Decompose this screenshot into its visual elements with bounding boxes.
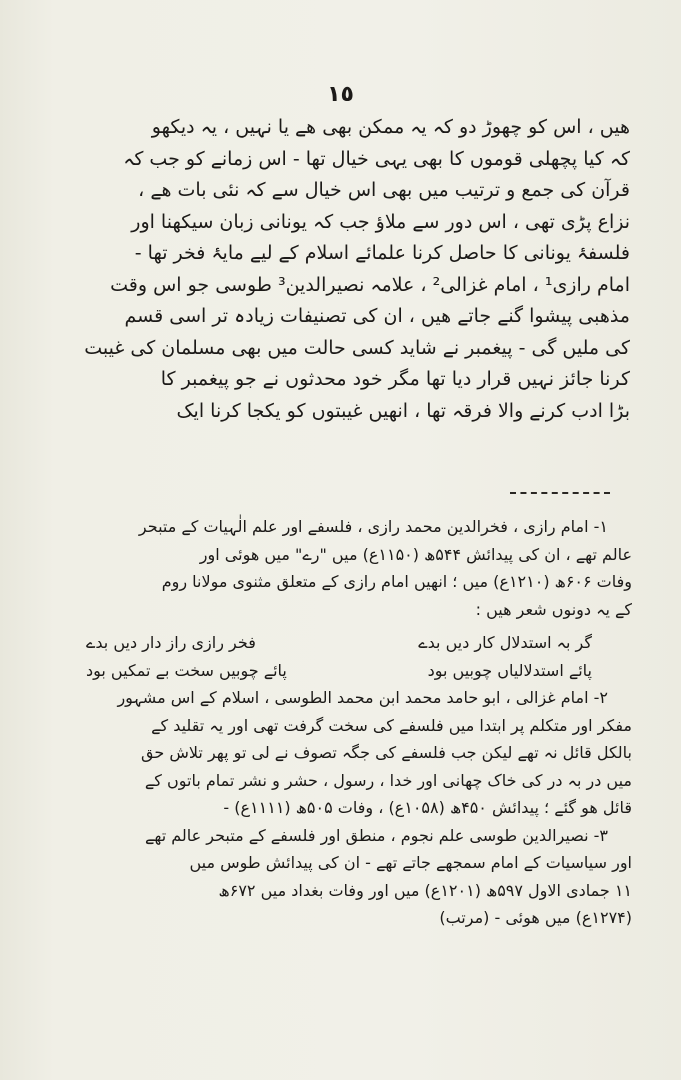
footnote-2-line: مفکر اور متکلم پر ابتدا میں فلسفے کی سخت گرفت تھی اور یہ تقلید کے — [151, 715, 632, 735]
text-line: کہ کیا پچھلی قوموں کا بھی یہی خیال تھا - اس زمانے کو جب کہ — [123, 147, 630, 170]
footnote-1-line: عالم تھے ، ان کی پیدائش ۵۴۴ھ (۱۱۵۰ع) میں "رے" میں ھوئی اور — [199, 544, 632, 564]
footnote-divider — [510, 492, 610, 494]
page-number: ١٥ — [327, 82, 354, 107]
verse-couplet-2 — [56, 657, 632, 685]
footnote-2-line: ۲- امام غزالی ، ابو حامد محمد ابن محمد الطوسی ، اسلام کے اس مشہور — [117, 688, 608, 707]
footnote-3-line: (۱۲۷۴ع) میں ھوئی - (مرتب) — [439, 908, 632, 927]
footnote-2-line: میں در بہ در کی خاک چھانی اور خدا ، رسول ، حشر و نشر تمام باتوں کے — [144, 770, 632, 790]
text-line: مذھبی پیشوا گنے جاتے ھیں ، ان کی تصنیفات زیادہ تر اسی قسم — [124, 305, 630, 327]
verse-hemistich: پائے چوبیں سخت بے تمکیں بود — [86, 660, 287, 680]
footnote-3-line: ۳- نصیرالدین طوسی علم نجوم ، منطق اور فلسفے کے متبحر عالم تھے — [144, 825, 608, 845]
footnote-2-line: بالکل قائل نہ تھے لیکن جب فلسفے کی جگہ تصوف نے لی تو پھر تلاش حق — [141, 743, 632, 762]
text-line: قرآن کی جمع و ترتیب میں بھی اس خیال سے کہ نئی بات ھے ، — [138, 179, 630, 201]
footnote-1-line: کے یہ دونوں شعر ھیں : — [475, 599, 632, 619]
verse-hemistich: پائے استدلالیاں چوبیں بود — [427, 660, 592, 680]
verse-couplet-1 — [56, 629, 632, 657]
main-text — [60, 112, 630, 427]
footnote-3-line: ۱۱ جمادی الاول ۵۹۷ھ (۱۲۰۱ع) میں اور وفات بغداد میں ۶۷۲ھ — [218, 880, 632, 900]
text-line: ھیں ، اس کو چھوڑ دو کہ یہ ممکن بھی ھے یا نہیں ، یہ دیکھو — [151, 116, 630, 138]
text-line: امام رازی¹ ، امام غزالی² ، علامہ نصیرالدین³ طوسی جو اس وقت — [110, 273, 630, 296]
text-line: بڑا ادب کرنے والا فرقہ تھا ، انھیں غیبتوں کو یکجا کرنا ایک — [176, 399, 630, 422]
text-line: کرنا جائز نہیں قرار دیا تھا مگر خود محدثوں نے جو پیغمبر کا — [160, 368, 630, 390]
text-line: فلسفۂ یونانی کا حاصل کرنا علمائے اسلام کے لیے مایۂ فخر تھا - — [134, 242, 630, 264]
verse-hemistich: گر بہ استدلال کار دیں بدے — [418, 633, 592, 652]
footnotes — [56, 513, 632, 932]
footnote-1-line: وفات ۶۰۶ھ (۱۲۱۰ع) میں ؛ انھیں امام رازی کے متعلق مثنوی مولانا روم — [161, 572, 632, 591]
verse-hemistich: فخر رازی راز دار دیں بدے — [86, 633, 256, 652]
footnote-3-line: اور سیاسیات کے امام سمجھے جاتے تھے - ان کی پیدائش طوس میں — [189, 853, 632, 872]
footnote-1-line: ۱- امام رازی ، فخرالدین محمد رازی ، فلسفے اور علم الٰہیات کے متبحر — [138, 517, 608, 536]
text-line: کی ملیں گی - پیغمبر نے شاید کسی حالت میں بھی مسلمان کی غیبت — [84, 336, 630, 359]
footnote-2-line: قائل ھو گئے ؛ پیدائش ۴۵۰ھ (۱۰۵۸ع) ، وفات ۵۰۵ھ (۱۱۱۱ع) - — [223, 798, 632, 817]
text-line: نزاع پڑی تھی ، اس دور سے ملاؤ جب کہ یونانی زبان سیکھنا اور — [131, 210, 630, 233]
